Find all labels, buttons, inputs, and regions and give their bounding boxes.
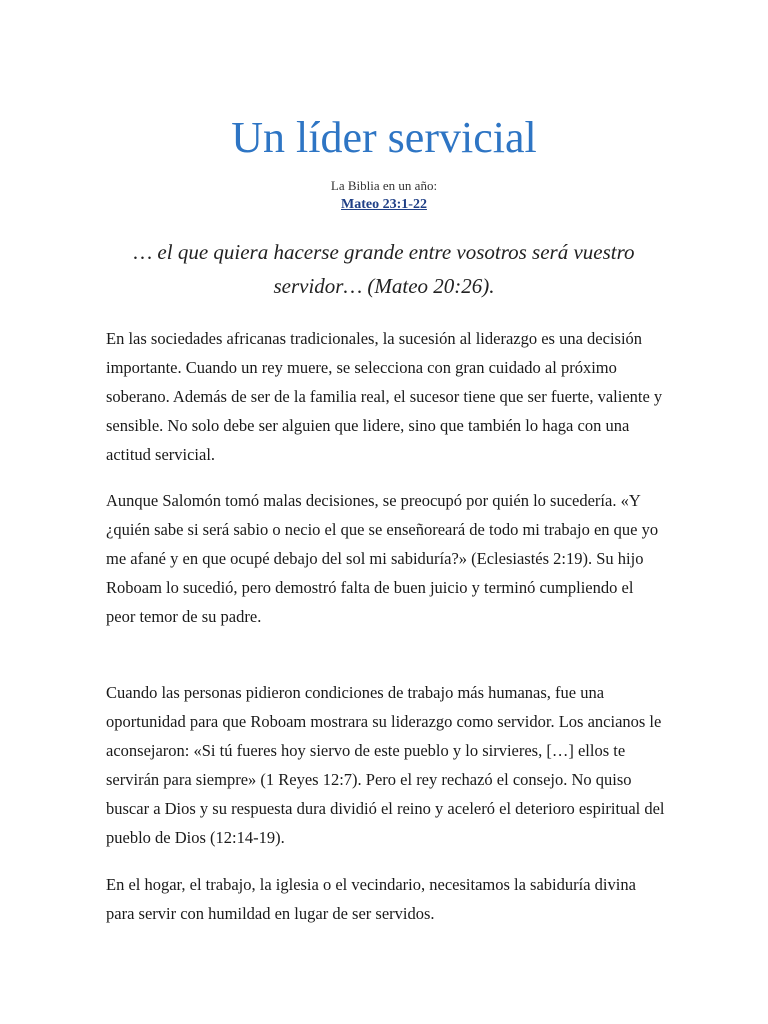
reading-reference-link[interactable]: Mateo 23:1-22	[341, 197, 427, 212]
key-verse: … el que quiera hacerse grande entre vosotros será vuestro servidor… (Mateo 20:26).	[133, 240, 635, 298]
paragraph-4: En el hogar, el trabajo, la iglesia o el vecindario, necesitamos la sabiduría divina para servir con humildad en lugar de ser servidos.	[106, 875, 636, 923]
paragraph-2: Aunque Salomón tomó malas decisiones, se preocupó por quién lo sucedería. «Y ¿quién sabe si será sabio o necio el que se enseñoreará de todo mi trabajo en que yo me afané y en que ocupé debajo del sol mi sabiduría?» (Eclesiastés 2:19). Su hijo Roboam lo sucedió, pero demostró falta de buen juicio y terminó cumpliendo el peor temor de su padre.	[106, 491, 659, 626]
reading-reference	[0, 196, 768, 214]
page-title: Un líder servicial	[231, 113, 537, 162]
paragraph-1: En las sociedades africanas tradicionales, la sucesión al liderazgo es una decisión importante. Cuando un rey muere, se selecciona con gran cuidado al próximo soberano. Además de ser de la familia real, el sucesor tiene que ser fuerte, valiente y sensible. No solo debe ser alguien que lidere, sino que también lo haga con una actitud servicial.	[106, 329, 663, 464]
paragraph-3: Cuando las personas pidieron condiciones de trabajo más humanas, fue una oportunidad para que Roboam mostrara su liderazgo como servidor. Los ancianos le aconsejaron: «Si tú fueres hoy siervo de este pueblo y lo sirvieres, […] ellos te servirán para siempre» (1 Reyes 12:7). Pero el rey rechazó el consejo. No quiso buscar a Dios y su respuesta dura dividió el reino y aceleró el deterioro espiritual del pueblo de Dios (12:14-19).	[106, 683, 665, 847]
reading-plan-label: La Biblia en un año:	[330, 178, 438, 193]
